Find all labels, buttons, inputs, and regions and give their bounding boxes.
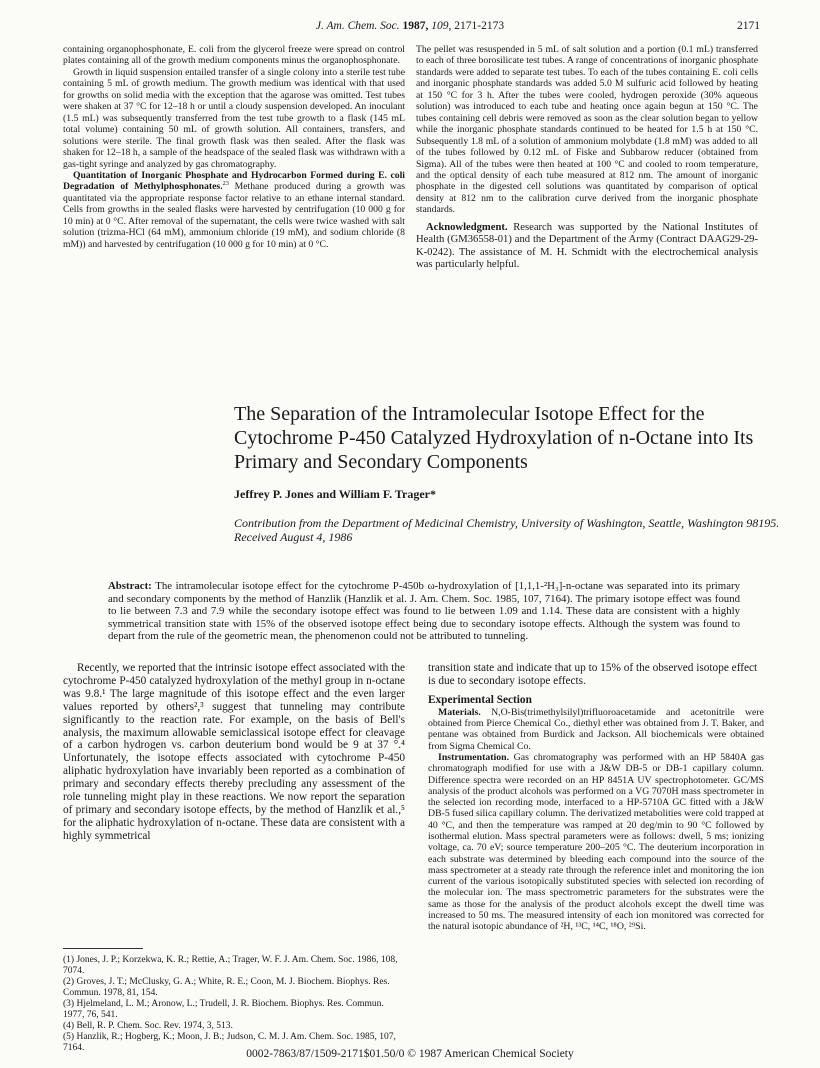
paragraph: [428, 707, 764, 752]
abstract: [108, 580, 740, 643]
acknowledgment-heading: Acknowledgment.: [426, 221, 508, 233]
footnote-divider: [63, 948, 143, 949]
acknowledgment: [416, 222, 758, 272]
footnote: (4) Bell, R. P. Chem. Soc. Rev. 1974, 3, 513.: [63, 1021, 233, 1031]
article-authors: Jeffrey P. Jones and William F. Trager*: [234, 487, 437, 501]
article-affiliation: Contribution from the Department of Medicinal Chemistry, University of Washington, Seattle, Washington 98195. Received August 4, 1986: [234, 516, 780, 544]
paragraph: The pellet was resuspended in 5 mL of salt solution and a portion (0.1 mL) transferred to each of three borosilicate test tubes. A range of concentrations of inorganic phosphate standards were added to separate test tubes. To each of the tubes containing E. coli cells and inorganic phosphate standards was added 5.0 M sulfuric acid followed by heating at 150 °C for 3 h. After the tubes were cooled, hydrogen peroxide (30% aqueous solution) was introduced to each tube and heating once again begun at 150 °C. The tubes containing cell debris were removed as soon as the clear solution began to yellow while the inorganic phosphate standards continued to be heated for 1.5 h at 150 °C. Subsequently 1.8 mL of a solution of ammonium molybdate (1.8 mM) was added to all of the tubes followed by 0.12 mL of Fiske and Subbarow reducer (obtained from Sigma). All of the tubes were then heated at 100 °C and cooled to room temperature, and the optical density of each tube measured at 812 nm. The amount of inorganic phosphate in the digested cell solutions was quantitated by comparison of optical density at 812 nm to the calibration curve derived from the inorganic phosphate standards.: [416, 44, 758, 216]
journal-volume: 109,: [431, 20, 452, 32]
experimental-text: [428, 707, 764, 933]
subsection-label: Materials.: [438, 706, 481, 718]
paragraph-text: Methane produced during a growth was quantitated via the appropriate response factor relative to an ethane internal standard. Cells from growths in the sealed flasks were harvested by centrifugation (10 000 g for 10 min) at 0 °C. After removal of the supernatant, the cells were twice washed with salt solution (trizma-HCl (64 mM), ammonium chloride (19 mM), and sodium chloride (8 mM)) and harvested by centrifugation (10 000 g for 10 min) at 0 °C.: [63, 181, 405, 250]
footnote: (1) Jones, J. P.; Korzekwa, K. R.; Rettie, A.; Trager, W. F. J. Am. Chem. Soc. 1986, 108, 7074.: [63, 955, 398, 976]
article-title: The Separation of the Intramolecular Isotope Effect for the Cytochrome P-450 Catalyzed Hydroxylation of n-Octane into Its Primary and Secondary Components: [234, 403, 754, 473]
paragraph: [63, 170, 405, 250]
paragraph: containing organophosphonate, E. coli from the glycerol freeze were spread on control plates containing all of the growth medium components minus the organophosphonate.: [63, 44, 405, 67]
footnote: (5) Hanzlik, R.; Hogberg, K.; Moon, J. B.; Judson, C. M. J. Am. Chem. Soc. 1985, 107, 7164.: [63, 1032, 396, 1053]
section-heading: Quantitation of Inorganic Phosphate and Hydrocarbon Formed during E. coli Degradation of Methylphosphonates.: [63, 169, 405, 193]
paragraph-text: N,O-Bis(trimethylsilyl)trifluoroacetamide and acetonitrile were obtained from Pierce Chemical Co., diethyl ether was obtained from J. T. Baker, and pentane was obtained from Burdick and Jackson. All biochemicals were obtained from Sigma Chemical Co.: [428, 706, 764, 752]
journal-year: 1987,: [402, 20, 429, 32]
footnote: (2) Groves, J. T.; McClusky, G. A.; White, R. E.; Coon, M. J. Biochem. Biophys. Res. Commun. 1978, 81, 154.: [63, 977, 390, 998]
section-heading: Experimental Section: [428, 693, 532, 706]
abstract-text: The intramolecular isotope effect for the cytochrome P-450b ω-hydroxylation of [1,1,1-²H₃]-n-octane was separated into its primary and secondary components by the method of Hanzlik (Hanzlik et al. J. Am. Chem. Soc. 1985, 107, 7164). The primary isotope effect was found to lie between 7.3 and 7.9 while the secondary isotope effect was found to lie between 1.09 and 1.14. These data are consistent with a highly symmetrical transition state with 15% of the observed isotope effect being due to secondary isotope effects. Although the system was found to depart from the rule of the geometric mean, the phenomenon could not be attributed to tunneling.: [108, 580, 740, 643]
subsection-label: Instrumentation.: [438, 751, 510, 763]
previous-article-column-right: [416, 44, 758, 271]
previous-article-column-left: [63, 44, 405, 250]
page-number: 2171: [737, 20, 760, 32]
running-header: [0, 20, 820, 32]
paragraph: transition state and indicate that up to 15% of the observed isotope effect is due to secondary isotope effects.: [428, 662, 758, 687]
footnote: (3) Hjelmeland, L. M.; Aronow, L.; Trudell, J. R. Biochem. Biophys. Res. Commun. 1977, 76, 541.: [63, 999, 384, 1020]
page-footer: 0002-7863/87/1509-2171$01.50/0 © 1987 American Chemical Society: [246, 1048, 574, 1060]
reference-mark: 23: [222, 180, 229, 188]
body-column-right: [428, 662, 764, 933]
journal-name: J. Am. Chem. Soc.: [315, 20, 400, 32]
paragraph: [428, 752, 764, 933]
paragraph-text: Gas chromatography was performed with an HP 5840A gas chromatograph modified for use with a J&W DB-5 or DB-1 capillary column. Difference spectra were recorded on an HP 8451A UV spectrophotometer. GC/MS analysis of the product alcohols was performed on a VG 7070H mass spectrometer in the selected ion recording mode, interfaced to a HP-5710A GC fitted with a J&W DB-5 fused silica capillary column. The derivatized metabolities were cold trapped at 40 °C, and then the temperature was ramped at 20 deg/min to 90 °C followed by isothermal elution. Mass spectral parameters were as follows: dwell, 5 ms; ionizing voltage, ca. 70 eV; source temperature 200–205 °C. The deuterium incorporation in each substrate was determined by bleeding each compound into the source of the mass spectrometer at a steady rate through the reference inlet and monitoring the ion current of the various isotopically substituted species with selected ion recording of the molecular ion. The mass spectrometric parameters for the substrates were the same as those for the analysis of the product alcohols except the dwell time was increased to 50 ms. The measured intensity of each ion monitored was corrected for the natural isotopic abundance of ²H, ¹³C, ¹⁴C, ¹⁸O, ²⁹Si.: [428, 751, 764, 933]
acknowledgment-text: Research was supported by the National Institutes of Health (GM36558-01) and the Department of the Army (Contract DAAG29-29-K-0242). The assistance of M. H. Schmidt with the electrochemical analysis was particularly helpful.: [416, 221, 758, 271]
footnotes: [63, 955, 405, 1054]
body-column-left: [63, 662, 405, 843]
paragraph: Growth in liquid suspension entailed transfer of a single colony into a sterile test tube containing 5 mL of growth medium. The growth medium was identical with that used for growths on solid media with the exception that the agarose was omitted. Test tubes were shaken at 37 °C for 12–18 h or until a cloudy suspension developed. An inoculant (1.5 mL) was subsequently transferred from the test tube growth to a flask (145 mL total volume) containing 50 mL of growth solution. All containers, transfers, and solutions were sterile. The final growth flask was then sealed. After the flask was shaken for 12–18 h, a sample of the headspace of the sealed flask was withdrawn with a gas-tight syringe and analyzed by gas chromatography.: [63, 66, 405, 170]
paragraph: Recently, we reported that the intrinsic isotope effect associated with the cytochrome P-450 catalyzed hydroxylation of the methyl group in n-octane was 9.8.¹ The large magnitude of this isotope effect and the even larger values reported by others²,³ suggest that tunneling may contribute significantly to the reaction rate. For example, on the basis of Bell's analysis, the maximum allowable semiclassical isotope effect for cleavage of a carbon hydrogen vs. carbon deuterium bond would be 9 at 37 °.⁴ Unfortunately, the isotope effects associated with cytochrome P-450 aliphatic hydroxylation have invariably been reported as a combination of primary and secondary effects thereby precluding any assessment of the role tunneling might play in these reactions. We now report the separation of primary and secondary isotope effects, by the method of Hanzlik et al.,⁵ for the aliphatic hydroxylation of n-octane. These data are consistent with a highly symmetrical: [63, 662, 405, 842]
abstract-label: Abstract:: [108, 580, 152, 592]
journal-pages: 2171-2173: [454, 20, 505, 32]
